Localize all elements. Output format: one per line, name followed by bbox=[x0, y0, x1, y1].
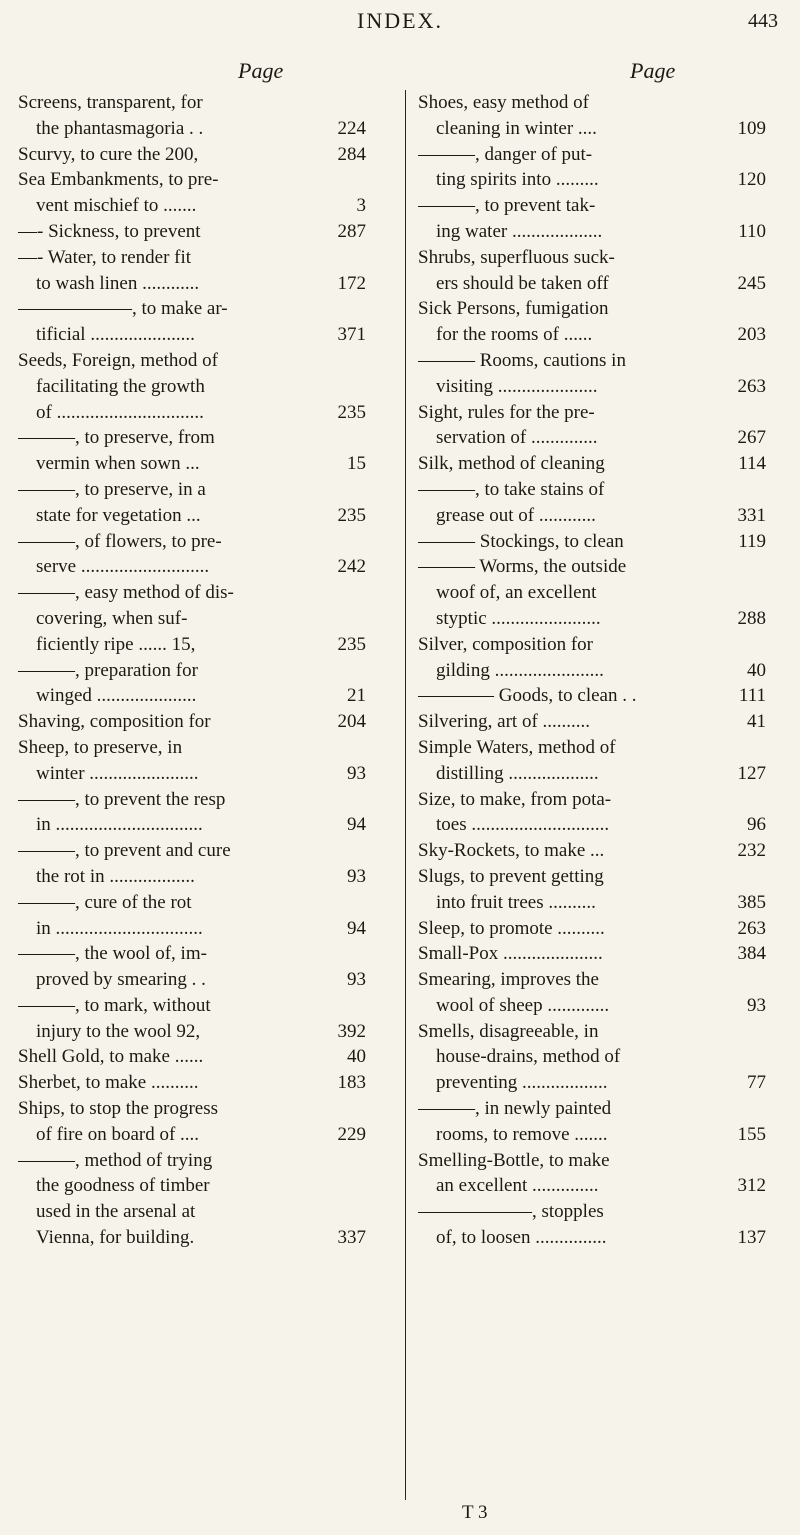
index-entry-text: ———— Goods, to clean . . bbox=[418, 685, 637, 707]
index-entry-line bbox=[18, 1096, 366, 1122]
index-entry-line bbox=[418, 1070, 766, 1096]
index-entry-line bbox=[18, 735, 366, 761]
index-entry-text: Silk, method of cleaning bbox=[418, 453, 605, 475]
index-entry-text: into fruit trees .......... bbox=[436, 891, 596, 913]
index-entry-line bbox=[18, 90, 366, 116]
index-entry-line bbox=[18, 348, 366, 374]
index-entry-line bbox=[418, 1225, 766, 1251]
index-entry-text: preventing .................. bbox=[436, 1072, 608, 1094]
index-entry-line bbox=[418, 554, 766, 580]
index-entry-text: serve ........................... bbox=[36, 556, 210, 578]
index-entry-line bbox=[418, 864, 766, 890]
index-entry-text: ———, method of trying bbox=[18, 1149, 213, 1171]
index-entry-text: winter ....................... bbox=[36, 762, 199, 784]
index-entry-page: 245 bbox=[734, 271, 767, 297]
index-entry-line bbox=[418, 761, 766, 787]
index-entry-line bbox=[418, 193, 766, 219]
index-entry-page: 235 bbox=[334, 400, 367, 426]
index-entry-page: 93 bbox=[343, 761, 366, 787]
index-entry-line bbox=[418, 606, 766, 632]
index-entry-text: Shrubs, superfluous suck- bbox=[418, 246, 615, 268]
index-entry-text: in ............................... bbox=[36, 917, 203, 939]
left-column-heading: Page bbox=[238, 58, 284, 83]
index-entry-line bbox=[418, 503, 766, 529]
index-entry-text: ting spirits into ......... bbox=[436, 169, 599, 191]
index-entry-text: Sky-Rockets, to make ... bbox=[418, 840, 605, 862]
left-index-column bbox=[18, 90, 366, 1251]
index-entry-line bbox=[418, 632, 766, 658]
index-entry-text: ——————, to make ar- bbox=[18, 298, 228, 320]
index-entry-line bbox=[418, 1173, 766, 1199]
index-entry-text: vent mischief to ....... bbox=[36, 195, 197, 217]
index-entry-text: ———, to mark, without bbox=[18, 994, 211, 1016]
index-entry-text: of ............................... bbox=[36, 401, 204, 423]
index-entry-line bbox=[418, 374, 766, 400]
index-entry-text: ——— Worms, the outside bbox=[418, 556, 627, 578]
index-entry-line bbox=[418, 296, 766, 322]
index-entry-line bbox=[18, 787, 366, 813]
index-entry-page: 94 bbox=[343, 812, 366, 838]
index-entry-line bbox=[18, 709, 366, 735]
index-entry-line bbox=[18, 1122, 366, 1148]
index-entry-text: an excellent .............. bbox=[436, 1175, 599, 1197]
index-entry-text: ers should be taken off bbox=[436, 272, 609, 294]
index-entry-line bbox=[18, 142, 366, 168]
index-entry-text: ——— Rooms, cautions in bbox=[418, 349, 626, 371]
index-entry-line bbox=[418, 529, 766, 555]
index-entry-text: ing water ................... bbox=[436, 220, 603, 242]
index-entry-page: 331 bbox=[734, 503, 767, 529]
index-entry-line bbox=[18, 1148, 366, 1174]
index-entry-line bbox=[18, 322, 366, 348]
index-entry-text: ———, to take stains of bbox=[418, 478, 605, 500]
index-entry-page: 337 bbox=[334, 1225, 367, 1251]
index-entry-line bbox=[418, 1096, 766, 1122]
index-entry-line bbox=[418, 142, 766, 168]
index-entry-text: Screens, transparent, for bbox=[18, 92, 203, 113]
index-entry-line bbox=[418, 1044, 766, 1070]
index-entry-page: 384 bbox=[734, 941, 767, 967]
index-entry-line bbox=[18, 606, 366, 632]
index-entry-page: 267 bbox=[734, 425, 767, 451]
index-entry-page: 109 bbox=[734, 116, 767, 142]
index-entry-page: 232 bbox=[734, 838, 767, 864]
index-entry-text: Scurvy, to cure the 200, bbox=[18, 143, 199, 165]
index-entry-line bbox=[418, 658, 766, 684]
index-entry-page: 172 bbox=[334, 271, 367, 297]
index-entry-line bbox=[18, 400, 366, 426]
index-entry-line bbox=[18, 864, 366, 890]
index-entry-page: 284 bbox=[334, 142, 367, 168]
index-entry-line bbox=[18, 812, 366, 838]
index-entry-text: Silvering, art of .......... bbox=[418, 711, 591, 733]
index-entry-page: 114 bbox=[734, 451, 766, 477]
index-entry-line bbox=[418, 709, 766, 735]
index-entry-text: ———, easy method of dis- bbox=[18, 582, 234, 604]
index-entry-line bbox=[418, 116, 766, 142]
index-entry-line bbox=[418, 1199, 766, 1225]
index-entry-text: ———, the wool of, im- bbox=[18, 943, 207, 965]
index-entry-text: ——— Stockings, to clean bbox=[418, 530, 624, 552]
index-entry-line bbox=[418, 916, 766, 942]
index-entry-line bbox=[418, 1122, 766, 1148]
index-entry-text: ———, to prevent tak- bbox=[418, 195, 596, 217]
index-entry-text: Smelling-Bottle, to make bbox=[418, 1149, 610, 1171]
index-entry-page: 96 bbox=[743, 812, 766, 838]
index-entry-line bbox=[18, 425, 366, 451]
index-entry-text: Shaving, composition for bbox=[18, 711, 211, 733]
index-entry-line bbox=[418, 1019, 766, 1045]
index-entry-text: Sherbet, to make .......... bbox=[18, 1072, 199, 1094]
index-entry-line bbox=[418, 683, 766, 709]
index-entry-line bbox=[18, 193, 366, 219]
index-entry-line bbox=[18, 1019, 366, 1045]
index-entry-text: Simple Waters, method of bbox=[418, 736, 616, 758]
index-entry-line bbox=[18, 838, 366, 864]
index-entry-text: in ............................... bbox=[36, 814, 203, 836]
index-entry-text: vermin when sown ... bbox=[36, 453, 200, 475]
index-entry-text: —- Sickness, to prevent bbox=[18, 220, 201, 242]
index-entry-text: proved by smearing . . bbox=[36, 969, 206, 991]
index-entry-page: 93 bbox=[343, 967, 366, 993]
index-entry-line bbox=[18, 941, 366, 967]
index-entry-line bbox=[18, 477, 366, 503]
index-entry-page: 287 bbox=[334, 219, 367, 245]
index-entry-text: ———, preparation for bbox=[18, 659, 198, 681]
index-entry-page: 119 bbox=[734, 529, 766, 555]
index-entry-line bbox=[18, 632, 366, 658]
running-head-title: INDEX. bbox=[357, 8, 443, 33]
index-entry-text: house-drains, method of bbox=[436, 1046, 621, 1068]
index-entry-line bbox=[418, 812, 766, 838]
index-entry-text: Seeds, Foreign, method of bbox=[18, 349, 219, 371]
index-entry-line bbox=[18, 1225, 366, 1251]
index-entry-line bbox=[418, 219, 766, 245]
index-entry-line bbox=[18, 916, 366, 942]
index-entry-text: Small-Pox ..................... bbox=[418, 943, 603, 965]
index-entry-text: for the rooms of ...... bbox=[436, 324, 593, 346]
index-entry-page: 371 bbox=[334, 322, 367, 348]
index-entry-text: Smearing, improves the bbox=[418, 969, 599, 991]
index-entry-page: 111 bbox=[735, 683, 766, 709]
index-entry-text: ———, to preserve, from bbox=[18, 427, 215, 449]
index-entry-text: Silver, composition for bbox=[418, 633, 593, 655]
index-entry-text: winged ..................... bbox=[36, 685, 197, 707]
index-entry-text: to wash linen ............ bbox=[36, 272, 200, 294]
index-entry-text: Smells, disagreeable, in bbox=[418, 1020, 599, 1042]
index-entry-line bbox=[18, 890, 366, 916]
index-entry-line bbox=[18, 451, 366, 477]
index-entry-page: 204 bbox=[334, 709, 367, 735]
index-entry-text: grease out of ............ bbox=[436, 504, 596, 526]
index-entry-line bbox=[418, 941, 766, 967]
running-head-page-number: 443 bbox=[748, 10, 778, 32]
index-entry-text: —- Water, to render fit bbox=[18, 246, 192, 268]
index-entry-line bbox=[18, 761, 366, 787]
index-entry-text: ———, danger of put- bbox=[418, 143, 593, 165]
index-entry-line bbox=[418, 838, 766, 864]
index-entry-line bbox=[418, 451, 766, 477]
index-entry-text: Sheep, to preserve, in bbox=[18, 736, 183, 758]
index-entry-text: Size, to make, from pota- bbox=[418, 788, 612, 810]
index-entry-page: 312 bbox=[734, 1173, 767, 1199]
index-entry-text: ——————, stopples bbox=[418, 1201, 604, 1223]
index-entry-text: visiting ..................... bbox=[436, 375, 598, 397]
index-entry-text: Sea Embankments, to pre- bbox=[18, 169, 219, 191]
index-entry-text: Sleep, to promote .......... bbox=[418, 917, 605, 939]
index-entry-page: 224 bbox=[334, 116, 367, 142]
index-entry-line bbox=[418, 967, 766, 993]
index-entry-page: 120 bbox=[734, 167, 767, 193]
index-entry-page: 203 bbox=[734, 322, 767, 348]
index-entry-text: the goodness of timber bbox=[36, 1175, 210, 1197]
index-entry-page: 110 bbox=[734, 219, 766, 245]
index-entry-line bbox=[18, 374, 366, 400]
index-entry-page: 15 bbox=[343, 451, 366, 477]
index-entry-line bbox=[18, 658, 366, 684]
index-entry-line bbox=[418, 787, 766, 813]
index-entry-page: 263 bbox=[734, 916, 767, 942]
index-entry-line bbox=[418, 348, 766, 374]
index-entry-line bbox=[418, 271, 766, 297]
index-entry-line bbox=[18, 580, 366, 606]
index-entry-line bbox=[18, 116, 366, 142]
index-entry-line bbox=[418, 90, 766, 116]
index-entry-page: 288 bbox=[734, 606, 767, 632]
index-entry-text: of, to loosen ............... bbox=[436, 1227, 607, 1249]
index-entry-line bbox=[418, 400, 766, 426]
index-entry-page: 235 bbox=[334, 503, 367, 529]
index-entry-text: covering, when suf- bbox=[36, 607, 188, 629]
index-entry-text: used in the arsenal at bbox=[36, 1201, 196, 1223]
index-entry-text: wool of sheep ............. bbox=[436, 994, 610, 1016]
index-entry-line bbox=[418, 580, 766, 606]
index-entry-text: Shoes, easy method of bbox=[418, 92, 589, 113]
index-entry-text: the rot in .................. bbox=[36, 865, 195, 887]
index-entry-page: 183 bbox=[334, 1070, 367, 1096]
index-entry-text: ———, to preserve, in a bbox=[18, 478, 206, 500]
index-entry-page: 392 bbox=[334, 1019, 367, 1045]
index-entry-text: facilitating the growth bbox=[36, 375, 205, 397]
index-entry-line bbox=[418, 890, 766, 916]
index-entry-text: woof of, an excellent bbox=[436, 582, 597, 604]
index-entry-page: 155 bbox=[734, 1122, 767, 1148]
index-entry-line bbox=[18, 1199, 366, 1225]
index-entry-page: 229 bbox=[334, 1122, 367, 1148]
index-entry-text: Shell Gold, to make ...... bbox=[18, 1046, 204, 1068]
index-entry-text: injury to the wool 92, bbox=[36, 1020, 201, 1042]
index-entry-line bbox=[418, 245, 766, 271]
index-entry-line bbox=[18, 1173, 366, 1199]
index-entry-line bbox=[18, 529, 366, 555]
index-entry-page: 263 bbox=[734, 374, 767, 400]
column-divider bbox=[405, 90, 406, 1500]
index-entry-text: styptic ....................... bbox=[436, 607, 601, 629]
signature-mark: T 3 bbox=[462, 1502, 488, 1523]
index-entry-page: 40 bbox=[343, 1044, 366, 1070]
index-entry-page: 127 bbox=[734, 761, 767, 787]
index-entry-text: toes ............................. bbox=[436, 814, 610, 836]
index-entry-text: tificial ...................... bbox=[36, 324, 195, 346]
index-entry-line bbox=[418, 477, 766, 503]
right-column-heading: Page bbox=[630, 58, 676, 83]
index-entry-page: 137 bbox=[734, 1225, 767, 1251]
index-entry-page: 21 bbox=[343, 683, 366, 709]
index-entry-page: 385 bbox=[734, 890, 767, 916]
index-entry-page: 235 bbox=[334, 632, 367, 658]
index-entry-page: 3 bbox=[353, 193, 367, 219]
index-entry-line bbox=[18, 271, 366, 297]
index-entry-line bbox=[18, 1044, 366, 1070]
index-entry-line bbox=[18, 993, 366, 1019]
index-entry-line bbox=[18, 1070, 366, 1096]
index-entry-page: 40 bbox=[743, 658, 766, 684]
index-entry-text: rooms, to remove ....... bbox=[436, 1123, 608, 1145]
index-entry-page: 94 bbox=[343, 916, 366, 942]
index-entry-text: Sight, rules for the pre- bbox=[418, 401, 595, 423]
index-entry-text: cleaning in winter .... bbox=[436, 117, 597, 139]
index-entry-line bbox=[18, 683, 366, 709]
index-entry-text: ———, to prevent the resp bbox=[18, 788, 226, 810]
index-entry-page: 77 bbox=[743, 1070, 766, 1096]
index-entry-line bbox=[418, 425, 766, 451]
index-entry-text: ———, of flowers, to pre- bbox=[18, 530, 222, 552]
index-entry-line bbox=[18, 296, 366, 322]
index-entry-line bbox=[18, 245, 366, 271]
index-entry-text: state for vegetation ... bbox=[36, 504, 201, 526]
index-entry-text: Ships, to stop the progress bbox=[18, 1098, 219, 1120]
index-entry-text: ———, to prevent and cure bbox=[18, 840, 231, 862]
index-entry-text: ficiently ripe ...... 15, bbox=[36, 633, 196, 655]
index-entry-text: Slugs, to prevent getting bbox=[418, 865, 604, 887]
index-entry-text: ———, in newly painted bbox=[418, 1098, 612, 1120]
index-entry-line bbox=[418, 735, 766, 761]
index-entry-text: servation of .............. bbox=[436, 427, 598, 449]
index-entry-page: 242 bbox=[334, 554, 367, 580]
index-entry-line bbox=[18, 167, 366, 193]
right-index-column bbox=[418, 90, 766, 1251]
index-entry-line bbox=[18, 219, 366, 245]
index-entry-page: 93 bbox=[343, 864, 366, 890]
index-entry-text: ———, cure of the rot bbox=[18, 891, 192, 913]
index-entry-line bbox=[18, 554, 366, 580]
index-entry-text: Sick Persons, fumigation bbox=[418, 298, 609, 320]
index-entry-line bbox=[418, 167, 766, 193]
index-entry-page: 41 bbox=[743, 709, 766, 735]
index-entry-text: Vienna, for building. bbox=[36, 1227, 195, 1249]
index-entry-line bbox=[418, 1148, 766, 1174]
index-entry-text: the phantasmagoria . . bbox=[36, 117, 204, 139]
index-entry-text: of fire on board of .... bbox=[36, 1123, 200, 1145]
index-entry-line bbox=[18, 967, 366, 993]
index-entry-line bbox=[418, 993, 766, 1019]
index-entry-page: 93 bbox=[743, 993, 766, 1019]
index-entry-line bbox=[418, 322, 766, 348]
index-entry-text: distilling ................... bbox=[436, 762, 599, 784]
index-entry-text: gilding ....................... bbox=[436, 659, 604, 681]
index-entry-line bbox=[18, 503, 366, 529]
